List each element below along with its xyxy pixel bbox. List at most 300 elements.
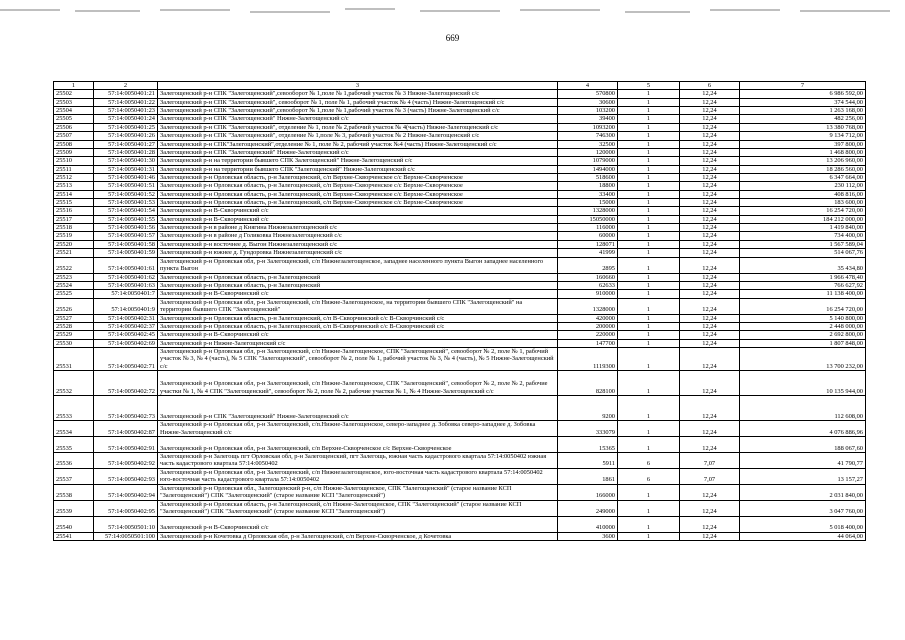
- cadastral-value-cell: 734 400,00: [740, 232, 866, 240]
- rate-cell: 12,24: [680, 199, 740, 207]
- location-description-cell: Залегощенский р-н СПК "Залегощенский", севооборот № 1, поле № 1, рабочий участок № 4 (часть) Нижне-Залегощенский с/с: [158, 98, 558, 106]
- area-cell: 116000: [558, 224, 618, 232]
- category-cell: 1: [618, 273, 680, 281]
- row-number-cell: 25509: [54, 148, 94, 156]
- rate-cell: 12,24: [680, 148, 740, 156]
- table-row: [54, 516, 866, 532]
- area-cell: 220000: [558, 331, 618, 339]
- cadastral-value-cell: 13 206 960,00: [740, 157, 866, 165]
- table-row: [54, 148, 866, 156]
- area-cell: 9200: [558, 396, 618, 421]
- area-cell: 420000: [558, 314, 618, 322]
- location-description-cell: Залегощенский р-н СПК "Залегощенский" Нижне-Залегощенский с/с: [158, 148, 558, 156]
- cadastral-value-cell: 5 140 800,00: [740, 314, 866, 322]
- table-row: [54, 281, 866, 289]
- table-row: [54, 273, 866, 281]
- category-cell: 1: [618, 371, 680, 396]
- cadastral-number-cell: 57:14:0050401:53: [94, 199, 158, 207]
- cadastral-number-cell: 57:14:0050401:9: [94, 298, 158, 314]
- location-description-cell: Залегощенский р-н в районе д Княгина Нижнезалегощенский с/с: [158, 224, 558, 232]
- rate-cell: 12,24: [680, 123, 740, 131]
- table-row: [54, 115, 866, 123]
- area-cell: 33400: [558, 190, 618, 198]
- rate-cell: 12,24: [680, 165, 740, 173]
- cadastral-number-cell: 57:14:0050402:71: [94, 348, 158, 371]
- row-number-cell: 25517: [54, 215, 94, 223]
- rate-cell: 12,24: [680, 484, 740, 500]
- cadastral-number-cell: 57:14:0050401:61: [94, 257, 158, 273]
- category-cell: 6: [618, 452, 680, 468]
- row-number-cell: 25502: [54, 90, 94, 98]
- row-number-cell: 25533: [54, 396, 94, 421]
- cadastral-number-cell: 57:14:0050401:27: [94, 140, 158, 148]
- location-description-cell: Залегощенский р-н на территории бывшего СПК "Залегощенский" Нижне-Залегощенский с/с: [158, 165, 558, 173]
- cadastral-value-cell: 11 138 400,00: [740, 290, 866, 298]
- table-row: [54, 165, 866, 173]
- cadastral-number-cell: 57:14:0050401:63: [94, 281, 158, 289]
- area-cell: 1494000: [558, 165, 618, 173]
- table-row: [54, 199, 866, 207]
- rate-cell: 7,07: [680, 468, 740, 484]
- location-description-cell: Залегощенский р-н СПК "Залегощенский",севооборот № 1,поле № 1,рабочий участок № 3 (часть) Нижне-Залегощенский с/с: [158, 107, 558, 115]
- row-number-cell: 25539: [54, 500, 94, 516]
- table-row: [54, 436, 866, 452]
- area-cell: 30600: [558, 98, 618, 106]
- area-cell: 39400: [558, 115, 618, 123]
- row-number-cell: 25540: [54, 516, 94, 532]
- rate-cell: 12,24: [680, 257, 740, 273]
- row-number-cell: 25534: [54, 421, 94, 437]
- cadastral-number-cell: 57:14:0050402:45: [94, 331, 158, 339]
- rate-cell: 12,24: [680, 115, 740, 123]
- cadastral-value-cell: 183 600,00: [740, 199, 866, 207]
- area-cell: 570800: [558, 90, 618, 98]
- row-number-cell: 25525: [54, 290, 94, 298]
- rate-cell: 12,24: [680, 436, 740, 452]
- cadastral-number-cell: 57:14:0050402:87: [94, 421, 158, 437]
- area-cell: 160660: [558, 273, 618, 281]
- rate-cell: 7,07: [680, 452, 740, 468]
- cadastral-number-cell: 57:14:0050402:94: [94, 484, 158, 500]
- area-cell: 120000: [558, 148, 618, 156]
- cadastral-value-cell: 1 468 800,00: [740, 148, 866, 156]
- cadastral-number-cell: 57:14:0050401:21: [94, 90, 158, 98]
- cadastral-value-cell: 766 627,92: [740, 281, 866, 289]
- location-description-cell: Залегощенский р-н В-Скворчинский с/с: [158, 331, 558, 339]
- cadastral-number-cell: 57:14:0050401:23: [94, 107, 158, 115]
- cadastral-value-cell: 13 700 232,00: [740, 348, 866, 371]
- location-description-cell: Залегощенский р-н В-Скворчинский с/с: [158, 207, 558, 215]
- table-row: [54, 322, 866, 330]
- table-row: [54, 90, 866, 98]
- rate-cell: 12,24: [680, 190, 740, 198]
- row-number-cell: 25532: [54, 371, 94, 396]
- row-number-cell: 25503: [54, 98, 94, 106]
- row-number-cell: 25515: [54, 199, 94, 207]
- cadastral-value-cell: 230 112,00: [740, 182, 866, 190]
- cadastral-value-cell: 482 256,00: [740, 115, 866, 123]
- location-description-cell: Залегощенский р-н Орловская обл., Залегощенский р-н, с/п Нижне-Залегощенское, СПК "Залегощенский" (старое название КСП "Залегощенский") СПК "Залегощенский" (старое название КСП "Залегощенский"): [158, 484, 558, 500]
- location-description-cell: Залегощенский р-н СПК "Залегощенский" Нижне-Залегощенский с/с: [158, 115, 558, 123]
- row-number-cell: 25510: [54, 157, 94, 165]
- cadastral-number-cell: 57:14:0050401:59: [94, 249, 158, 257]
- cadastral-value-cell: 184 212 000,00: [740, 215, 866, 223]
- cadastral-value-cell: 35 434,80: [740, 257, 866, 273]
- cadastral-number-cell: 57:14:0050402:95: [94, 500, 158, 516]
- cadastral-number-cell: 57:14:0050401:62: [94, 273, 158, 281]
- row-number-cell: 25514: [54, 190, 94, 198]
- cadastral-number-cell: 57:14:0050401:57: [94, 232, 158, 240]
- cadastral-number-cell: 57:14:0050402:73: [94, 396, 158, 421]
- cadastral-number-cell: 57:14:0050401:25: [94, 123, 158, 131]
- cadastral-number-cell: 57:14:0050401:30: [94, 157, 158, 165]
- table-header-row: [54, 82, 866, 90]
- area-cell: 128071: [558, 240, 618, 248]
- location-description-cell: Залегощенский р-н Орловская область, р-н Залегощенский, с/п В-Скворчинский с/с В-Скворчинский с/с: [158, 322, 558, 330]
- table-row: [54, 232, 866, 240]
- rate-cell: 12,24: [680, 224, 740, 232]
- row-number-cell: 25529: [54, 331, 94, 339]
- cadastral-value-cell: 1 966 478,40: [740, 273, 866, 281]
- table-row: [54, 314, 866, 322]
- rate-cell: 12,24: [680, 500, 740, 516]
- area-cell: 15000: [558, 199, 618, 207]
- area-cell: 3600: [558, 532, 618, 540]
- area-cell: 1119300: [558, 348, 618, 371]
- cadastral-value-cell: 188 067,60: [740, 436, 866, 452]
- cadastral-value-cell: 1 419 840,00: [740, 224, 866, 232]
- area-cell: 746300: [558, 132, 618, 140]
- category-cell: 1: [618, 132, 680, 140]
- category-cell: 1: [618, 199, 680, 207]
- cadastral-value-cell: 41 790,77: [740, 452, 866, 468]
- table-row: [54, 396, 866, 421]
- row-number-cell: 25531: [54, 348, 94, 371]
- category-cell: 1: [618, 148, 680, 156]
- category-cell: 1: [618, 165, 680, 173]
- table-row: [54, 98, 866, 106]
- land-register-table: [53, 81, 866, 541]
- area-cell: 1079000: [558, 157, 618, 165]
- cadastral-number-cell: 57:14:0050402:37: [94, 322, 158, 330]
- table-row: [54, 257, 866, 273]
- header-cell: 1: [54, 82, 94, 90]
- cadastral-number-cell: 57:14:0050501:100: [94, 532, 158, 540]
- row-number-cell: 25522: [54, 257, 94, 273]
- row-number-cell: 25535: [54, 436, 94, 452]
- rate-cell: 12,24: [680, 90, 740, 98]
- area-cell: 518600: [558, 173, 618, 181]
- rate-cell: 12,24: [680, 107, 740, 115]
- rate-cell: 12,24: [680, 396, 740, 421]
- cadastral-number-cell: 57:14:0050401:54: [94, 207, 158, 215]
- location-description-cell: Залегощенский р-н Орловская обл, р-н Залегощенский, с/п Нижнезалегощенское, юго-восточная часть кадастрового квартала 57:14:0050402 юго-восточная часть кадастрового квартала 57:14:0050402: [158, 468, 558, 484]
- cadastral-value-cell: 6 986 592,00: [740, 90, 866, 98]
- table-row: [54, 452, 866, 468]
- row-number-cell: 25528: [54, 322, 94, 330]
- cadastral-number-cell: 57:14:0050401:58: [94, 240, 158, 248]
- table-row: [54, 182, 866, 190]
- area-cell: 1328000: [558, 298, 618, 314]
- row-number-cell: 25527: [54, 314, 94, 322]
- location-description-cell: Залегощенский р-н В-Скворчинский с/с: [158, 516, 558, 532]
- table-row: [54, 140, 866, 148]
- cadastral-value-cell: 2 031 840,00: [740, 484, 866, 500]
- row-number-cell: 25504: [54, 107, 94, 115]
- area-cell: 410000: [558, 516, 618, 532]
- cadastral-number-cell: 57:14:0050402:72: [94, 371, 158, 396]
- cadastral-number-cell: 57:14:0050401:24: [94, 115, 158, 123]
- category-cell: 1: [618, 190, 680, 198]
- location-description-cell: Залегощенский р-н Орловская область, р-н Залегощенский: [158, 273, 558, 281]
- rate-cell: 12,24: [680, 298, 740, 314]
- location-description-cell: Залегощенский р-н Орловская обл, р-н Залегощенский, с/п Верхне-Скворченское с/с Верхне-Скворченское: [158, 436, 558, 452]
- table-row: [54, 468, 866, 484]
- rate-cell: 12,24: [680, 249, 740, 257]
- cadastral-value-cell: 514 067,76: [740, 249, 866, 257]
- area-cell: 1861: [558, 468, 618, 484]
- row-number-cell: 25505: [54, 115, 94, 123]
- cadastral-value-cell: 3 047 760,00: [740, 500, 866, 516]
- category-cell: 1: [618, 516, 680, 532]
- category-cell: 1: [618, 257, 680, 273]
- cadastral-number-cell: 57:14:0050402:92: [94, 452, 158, 468]
- location-description-cell: Залегощенский р-н В-Скворчинский с/с: [158, 215, 558, 223]
- location-description-cell: Залегощенский р-н Орловская область, р-н Залегощенский, с/п Верхне-Скворченское с/с Верхне-Скворченское: [158, 190, 558, 198]
- header-cell: 2: [94, 82, 158, 90]
- table-row: [54, 207, 866, 215]
- rate-cell: 12,24: [680, 532, 740, 540]
- rate-cell: 12,24: [680, 421, 740, 437]
- location-description-cell: Залегощенский р-н Залегощь пгт Орловская обл, р-н Залегощенский, пгт Залегощь, южная часть кадастрового квартала 57:14:0050402 южная часть кадастрового квартала 57:14:0050402: [158, 452, 558, 468]
- cadastral-number-cell: 57:14:0050402:31: [94, 314, 158, 322]
- category-cell: 1: [618, 322, 680, 330]
- cadastral-number-cell: 57:14:0050401:7: [94, 290, 158, 298]
- table-row: [54, 249, 866, 257]
- location-description-cell: Залегощенский р-н в районе д Голиковка Нижнезалегощенский с/с: [158, 232, 558, 240]
- area-cell: 2895: [558, 257, 618, 273]
- row-number-cell: 25518: [54, 224, 94, 232]
- table-row: [54, 331, 866, 339]
- rate-cell: 12,24: [680, 314, 740, 322]
- rate-cell: 12,24: [680, 331, 740, 339]
- cadastral-value-cell: 374 544,00: [740, 98, 866, 106]
- table-row: [54, 484, 866, 500]
- cadastral-number-cell: 57:14:0050402:93: [94, 468, 158, 484]
- table-row: [54, 371, 866, 396]
- category-cell: 1: [618, 107, 680, 115]
- rate-cell: 12,24: [680, 371, 740, 396]
- cadastral-number-cell: 57:14:0050402:91: [94, 436, 158, 452]
- cadastral-value-cell: 10 135 944,00: [740, 371, 866, 396]
- area-cell: 5911: [558, 452, 618, 468]
- table-row: [54, 298, 866, 314]
- area-cell: 828100: [558, 371, 618, 396]
- area-cell: 32500: [558, 140, 618, 148]
- rate-cell: 12,24: [680, 281, 740, 289]
- rate-cell: 12,24: [680, 98, 740, 106]
- cadastral-number-cell: 57:14:0050401:55: [94, 215, 158, 223]
- cadastral-value-cell: 16 254 720,00: [740, 298, 866, 314]
- location-description-cell: Залегощенский р-н Орловская область, р-н Залегощенский: [158, 281, 558, 289]
- category-cell: 1: [618, 348, 680, 371]
- category-cell: 1: [618, 290, 680, 298]
- header-cell: 7: [740, 82, 866, 90]
- cadastral-value-cell: 1 567 589,04: [740, 240, 866, 248]
- rate-cell: 12,24: [680, 232, 740, 240]
- row-number-cell: 25524: [54, 281, 94, 289]
- area-cell: 41999: [558, 249, 618, 257]
- area-cell: 62633: [558, 281, 618, 289]
- cadastral-value-cell: 44 064,00: [740, 532, 866, 540]
- area-cell: 249000: [558, 500, 618, 516]
- row-number-cell: 25538: [54, 484, 94, 500]
- area-cell: 15365: [558, 436, 618, 452]
- header-cell: 4: [558, 82, 618, 90]
- category-cell: 1: [618, 215, 680, 223]
- rate-cell: 12,24: [680, 215, 740, 223]
- category-cell: 1: [618, 484, 680, 500]
- table-row: [54, 348, 866, 371]
- location-description-cell: Залегощенский р-н Орловская область, р-н Залегощенский, с/п Нижне-Залегощенское, СПК "Залегощенский" (старое название КСП "Залегощенский") СПК "Залегощенский" (старое название КСП "Залегощенский"): [158, 500, 558, 516]
- location-description-cell: Залегощенский р-н СПК "Залегощенский",севооборот № 1,поле № 1,рабочий участок № 3 Нижне-Залегощенский с/с: [158, 90, 558, 98]
- rate-cell: 12,24: [680, 322, 740, 330]
- row-number-cell: 25541: [54, 532, 94, 540]
- category-cell: 1: [618, 421, 680, 437]
- cadastral-value-cell: 408 816,00: [740, 190, 866, 198]
- table-row: [54, 500, 866, 516]
- table-row: [54, 123, 866, 131]
- rate-cell: 12,24: [680, 157, 740, 165]
- area-cell: 166000: [558, 484, 618, 500]
- rate-cell: 12,24: [680, 132, 740, 140]
- area-cell: 60000: [558, 232, 618, 240]
- category-cell: 1: [618, 298, 680, 314]
- category-cell: 1: [618, 157, 680, 165]
- category-cell: 1: [618, 232, 680, 240]
- cadastral-value-cell: 9 134 712,00: [740, 132, 866, 140]
- cadastral-number-cell: 57:14:0050401:56: [94, 224, 158, 232]
- cadastral-number-cell: 57:14:0050401:22: [94, 98, 158, 106]
- location-description-cell: Залегощенский р-н Кочетовка д Орловская обл, р-н Залегощенский, с/п Верхне-Скворченское, д Кочетовка: [158, 532, 558, 540]
- area-cell: 103200: [558, 107, 618, 115]
- cadastral-value-cell: 1 263 168,00: [740, 107, 866, 115]
- table-row: [54, 157, 866, 165]
- cadastral-number-cell: 57:14:0050401:31: [94, 165, 158, 173]
- row-number-cell: 25537: [54, 468, 94, 484]
- category-cell: 1: [618, 140, 680, 148]
- location-description-cell: Залегощенский р-н СПК"Залегощенский",отделение № 1, поле № 2, рабочий участок №4 (часть) Нижне-Залегощенский с/с: [158, 140, 558, 148]
- category-cell: 6: [618, 468, 680, 484]
- location-description-cell: Залегощенский р-н Орловская обл, р-н Залегощенский, с/п.Нижне-Залегощенское, северо-западнее д. Зобовка северо-западнее д. Зобовка Нижне-Залегощенский с/с: [158, 421, 558, 437]
- row-number-cell: 25526: [54, 298, 94, 314]
- area-cell: 200000: [558, 322, 618, 330]
- table-row: [54, 532, 866, 540]
- cadastral-value-cell: 13 380 768,00: [740, 123, 866, 131]
- row-number-cell: 25507: [54, 132, 94, 140]
- rate-cell: 12,24: [680, 140, 740, 148]
- scan-header-artifact: [0, 6, 905, 20]
- category-cell: 1: [618, 173, 680, 181]
- area-cell: 147700: [558, 339, 618, 347]
- row-number-cell: 25512: [54, 173, 94, 181]
- category-cell: 1: [618, 249, 680, 257]
- cadastral-value-cell: 397 800,00: [740, 140, 866, 148]
- rate-cell: 12,24: [680, 240, 740, 248]
- row-number-cell: 25530: [54, 339, 94, 347]
- cadastral-value-cell: 2 448 000,00: [740, 322, 866, 330]
- row-number-cell: 25521: [54, 249, 94, 257]
- table-row: [54, 224, 866, 232]
- cadastral-number-cell: 57:14:0050501:10: [94, 516, 158, 532]
- rate-cell: 12,24: [680, 273, 740, 281]
- location-description-cell: Залегощенский р-н Орловская обл, р-н Залегощенский, с/п Нижнезалегощенское, западнее населенного пункта Выгон западнее населенного пункта Выгон: [158, 257, 558, 273]
- location-description-cell: Залегощенский р-н восточнее д. Выгон Нижнезалегощенский с/с: [158, 240, 558, 248]
- header-cell: 3: [158, 82, 558, 90]
- cadastral-number-cell: 57:14:0050402:69: [94, 339, 158, 347]
- rate-cell: 12,24: [680, 182, 740, 190]
- category-cell: 1: [618, 500, 680, 516]
- header-cell: 6: [680, 82, 740, 90]
- category-cell: 1: [618, 281, 680, 289]
- category-cell: 1: [618, 115, 680, 123]
- row-number-cell: 25520: [54, 240, 94, 248]
- area-cell: 18800: [558, 182, 618, 190]
- table-row: [54, 339, 866, 347]
- row-number-cell: 25513: [54, 182, 94, 190]
- rate-cell: 12,24: [680, 173, 740, 181]
- location-description-cell: Залегощенский р-н Нижне-Залегощенский с/с: [158, 339, 558, 347]
- table-row: [54, 107, 866, 115]
- category-cell: 1: [618, 240, 680, 248]
- location-description-cell: Залегощенский р-н Орловская область, р-н Залегощенский, с/п Верхне-Скворченское с/с Верхне-Скворченское: [158, 182, 558, 190]
- table-row: [54, 173, 866, 181]
- location-description-cell: Залегощенский р-н Орловская область, р-н Залегощенский, с/п Верхне-Скворченское с/с Верхне-Скворченское: [158, 199, 558, 207]
- cadastral-value-cell: 5 018 400,00: [740, 516, 866, 532]
- category-cell: 1: [618, 436, 680, 452]
- table-row: [54, 240, 866, 248]
- location-description-cell: Залегощенский р-н В-Скворчинский с/с: [158, 290, 558, 298]
- area-cell: 333079: [558, 421, 618, 437]
- category-cell: 1: [618, 314, 680, 322]
- cadastral-value-cell: 18 286 560,00: [740, 165, 866, 173]
- cadastral-number-cell: 57:14:0050401:26: [94, 132, 158, 140]
- location-description-cell: Залегощенский р-н Орловская область, р-н Залегощенский, с/п В-Скворчинский с/с В-Скворчинский с/с: [158, 314, 558, 322]
- category-cell: 1: [618, 123, 680, 131]
- area-cell: 1328000: [558, 207, 618, 215]
- table-row: [54, 290, 866, 298]
- location-description-cell: Залегощенский р-н Орловская обл, р-н Залегощенский, с/п Нижне-Залегощенское, СПК "Залегощенский", севооборот № 2, поле № 1, рабочий участок № 3, № 4 (часть), № 5 СПК "Залегощенский", севооборот № 2, поле № 1, рабочий участок № 3, № 4 (часть), № 5 Нижне-Залегощенский с/с: [158, 348, 558, 371]
- rate-cell: 12,24: [680, 516, 740, 532]
- row-number-cell: 25536: [54, 452, 94, 468]
- cadastral-number-cell: 57:14:0050401:52: [94, 190, 158, 198]
- area-cell: 15050000: [558, 215, 618, 223]
- rate-cell: 12,24: [680, 290, 740, 298]
- category-cell: 1: [618, 331, 680, 339]
- page-number: 669: [445, 33, 460, 43]
- category-cell: 1: [618, 207, 680, 215]
- table-row: [54, 190, 866, 198]
- category-cell: 1: [618, 90, 680, 98]
- cadastral-value-cell: 112 608,00: [740, 396, 866, 421]
- category-cell: 1: [618, 532, 680, 540]
- location-description-cell: Залегощенский р-н Орловская область, р-н Залегощенский, с/п Верхне-Скворченское с/с Верхне-Скворченское: [158, 173, 558, 181]
- cadastral-value-cell: 16 254 720,00: [740, 207, 866, 215]
- location-description-cell: Залегощенский р-н СПК "Залегощенский", отделение № 1,поле № 3, рабочий участок № 2 Нижне-Залегощенский с/с: [158, 132, 558, 140]
- table-row: [54, 215, 866, 223]
- cadastral-value-cell: 2 692 800,00: [740, 331, 866, 339]
- row-number-cell: 25508: [54, 140, 94, 148]
